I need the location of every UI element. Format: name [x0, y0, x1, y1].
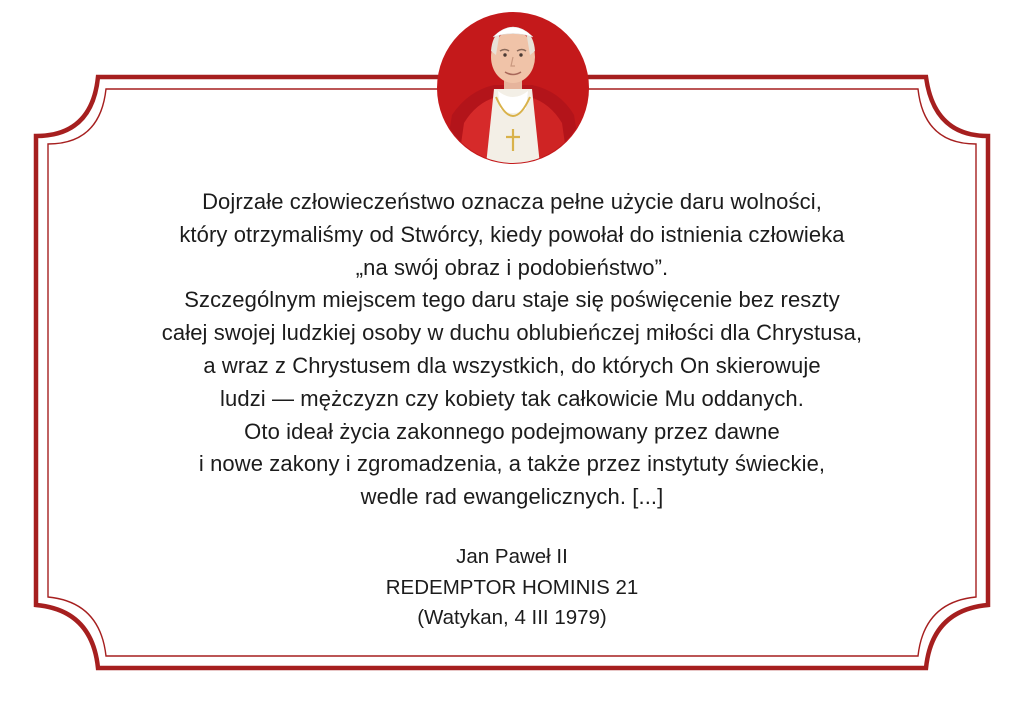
quote-line: i nowe zakony i zgromadzenia, a także przez instytuty świeckie, — [198, 451, 826, 477]
quote-line: który otrzymaliśmy od Stwórcy, kiedy powołał do istnienia człowieka — [179, 221, 845, 247]
pope-portrait-icon — [436, 11, 590, 165]
citation-source: REDEMPTOR HOMINIS 21 — [385, 575, 639, 599]
citation-place-date: (Watykan, 4 III 1979) — [417, 606, 607, 629]
quote-line: „na swój obraz i podobieństwo”. — [355, 254, 669, 280]
quote-line: Dojrzałe człowieczeństwo oznacza pełne użycie daru wolności, — [202, 189, 822, 214]
quote-line: całej swojej ludzkiej osoby w duchu oblubieńczej miłości dla Chrystusa, — [161, 320, 863, 346]
quote-line: Szczególnym miejscem tego daru staje się poświęcenie bez reszty — [184, 287, 840, 313]
quote-line: wedle rad ewangelicznych. [...] — [360, 484, 664, 510]
quote-line: Oto ideał życia zakonnego podejmowany przez dawne — [244, 418, 780, 444]
quote-line: a wraz z Chrystusem dla wszystkich, do których On skierowuje — [203, 352, 821, 378]
citation-author: Jan Paweł II — [456, 545, 568, 568]
quote-line: ludzi — mężczyzn czy kobiety tak całkowicie Mu oddanych. — [220, 385, 804, 411]
quote-text — [80, 186, 944, 514]
citation — [212, 542, 812, 634]
